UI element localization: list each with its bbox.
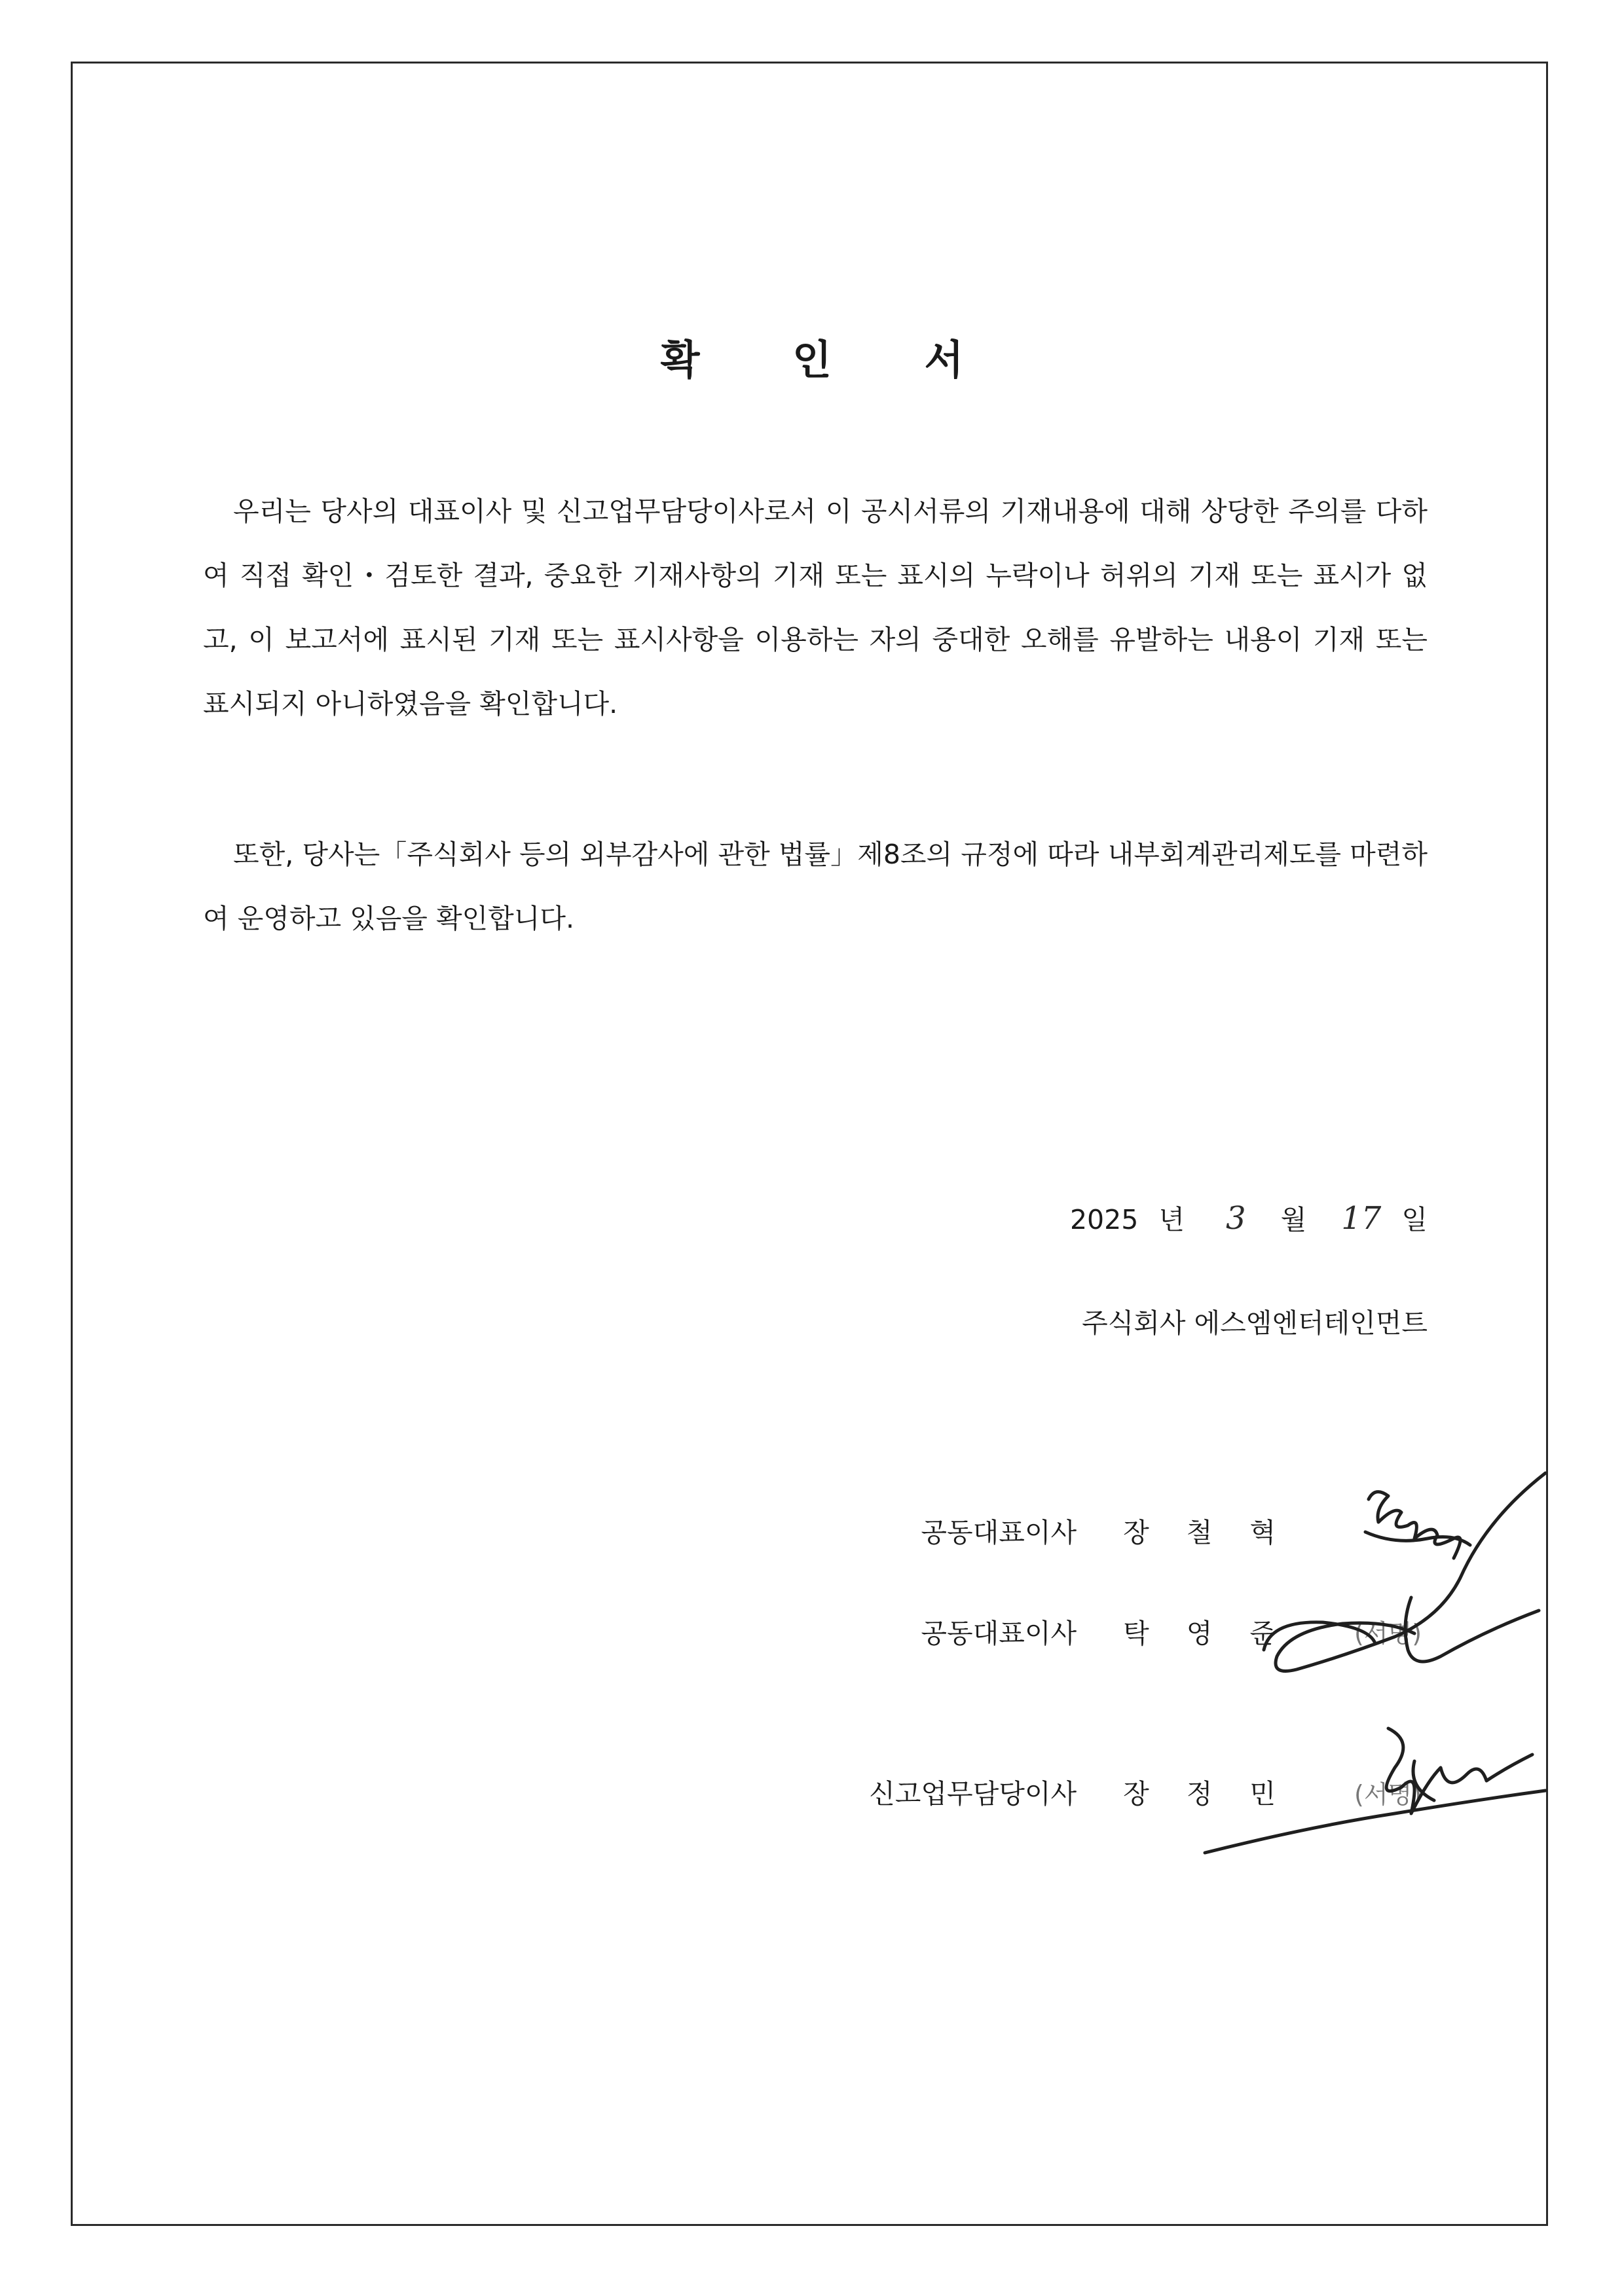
signature-2-stroke [1276,1473,1545,1671]
signature-3-stroke [1205,1791,1545,1853]
signatory-role: 공동대표이사 [921,1517,1077,1548]
signatory-name: 장 철 혁 [1123,1517,1290,1548]
date-month-unit: 월 [1280,1204,1307,1235]
signatory-role: 공동대표이사 [921,1618,1077,1649]
document-title: 확 인 서 [660,336,1003,384]
signature-2-stroke [1405,1597,1539,1662]
internal-control-paragraph: 또한, 당사는「주식회사 등의 외부감사에 관한 법률」제8조의 규정에 따라 내부회계관리제도를 마련하여 운영하고 있음을 확인합니다. [203,839,1428,934]
date-day-unit: 일 [1401,1204,1428,1235]
signatory-role: 신고업무담당이사 [869,1778,1077,1810]
signatory-name: 탁 영 준 [1123,1618,1290,1649]
date-month: 3 [1226,1200,1246,1237]
signature-placeholder-label: (서명) [1354,1619,1422,1648]
company-name: 주식회사 에스엠엔터테인먼트 [1082,1307,1428,1339]
date-year-unit: 년 [1158,1204,1185,1235]
signatory-name: 장 정 민 [1123,1778,1290,1810]
signature-placeholder-label: (서명) [1354,1780,1422,1809]
handwritten-signatures [1179,1460,1572,1905]
signature-3-stroke [1386,1728,1532,1813]
signature-1-stroke [1369,1492,1460,1558]
date-line [1070,1198,1428,1237]
confirmation-paragraph: 우리는 당사의 대표이사 및 신고업무담당이사로서 이 공시서류의 기재내용에 대해 상당한 주의를 다하여 직접 확인・검토한 결과, 중요한 기재사항의 기재 또는 표시의 누락이나 허위의 기재 또는 표시가 없고, 이 보고서에 표시된 기재 또는 표시사항을 이용하는 자의 중대한 오해를 유발하는 내용이 기재 또는 표시되지 아니하였음을 확인합니다. [203,496,1428,720]
date-day: 17 [1341,1200,1382,1237]
date-year: 2025 [1069,1204,1139,1235]
